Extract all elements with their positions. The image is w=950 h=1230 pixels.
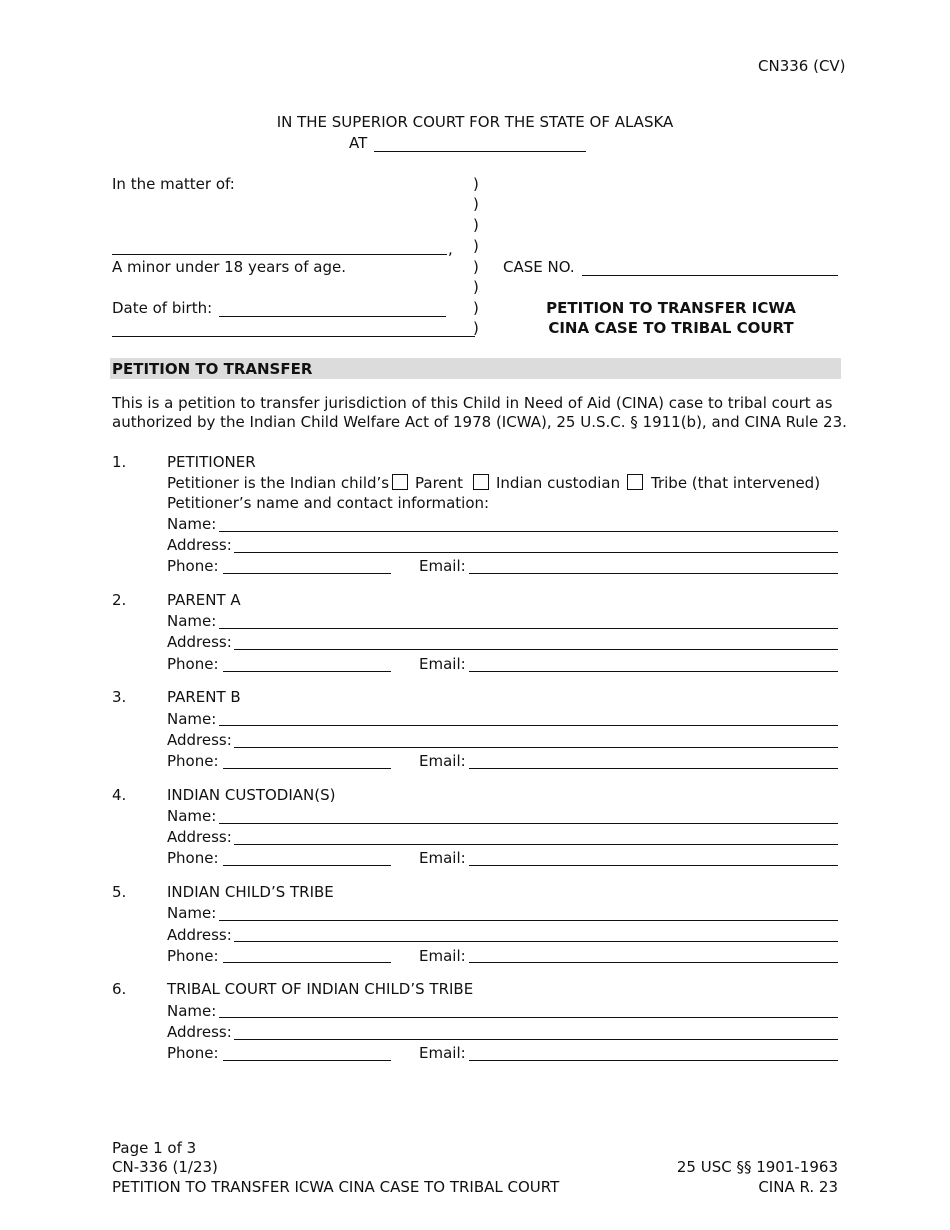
dob-field[interactable] [219, 316, 446, 317]
parent-checkbox[interactable] [392, 474, 408, 490]
email-field[interactable] [469, 865, 838, 866]
caption-paren: ) [473, 258, 479, 276]
indian-custodian-option-label: Indian custodian [496, 474, 621, 492]
name-field[interactable] [219, 531, 838, 532]
phone-label: Phone: [167, 557, 219, 575]
tribe-option-label: Tribe (that intervened) [651, 474, 821, 492]
item-heading: PETITIONER [167, 453, 256, 471]
court-location-field[interactable] [374, 151, 586, 152]
intro-line-1: This is a petition to transfer jurisdiction of this Child in Need of Aid (CINA) case to tribal court as [112, 394, 833, 412]
email-field[interactable] [469, 671, 838, 672]
name-label: Name: [167, 710, 217, 728]
court-title: IN THE SUPERIOR COURT FOR THE STATE OF ALASKA [276, 113, 674, 131]
dob-label: Date of birth: [112, 299, 213, 317]
email-label: Email: [419, 752, 466, 770]
caption-paren: ) [473, 216, 479, 234]
phone-label: Phone: [167, 849, 219, 867]
parent-option-label: Parent [415, 474, 464, 492]
caption-paren: ) [473, 319, 479, 337]
address-label: Address: [167, 1023, 232, 1041]
indian-custodian-checkbox[interactable] [473, 474, 489, 490]
address-label: Address: [167, 731, 232, 749]
footer-form-title: PETITION TO TRANSFER ICWA CINA CASE TO TRIBAL COURT [112, 1178, 560, 1196]
name-label: Name: [167, 612, 217, 630]
name-label: Name: [167, 515, 217, 533]
phone-label: Phone: [167, 752, 219, 770]
email-field[interactable] [469, 1060, 838, 1061]
item-number: 2. [112, 591, 127, 609]
email-label: Email: [419, 947, 466, 965]
phone-label: Phone: [167, 947, 219, 965]
caption-paren: ) [473, 278, 479, 296]
phone-field[interactable] [223, 573, 391, 574]
case-no-field[interactable] [582, 275, 838, 276]
item-number: 6. [112, 980, 127, 998]
tribe-checkbox[interactable] [627, 474, 643, 490]
caption-paren: ) [473, 299, 479, 317]
phone-field[interactable] [223, 671, 391, 672]
address-label: Address: [167, 828, 232, 846]
email-field[interactable] [469, 962, 838, 963]
name-label: Name: [167, 1002, 217, 1020]
caption-paren: ) [473, 195, 479, 213]
item-heading: PARENT A [167, 591, 241, 609]
at-label: AT [349, 134, 368, 152]
name-field[interactable] [219, 1017, 838, 1018]
item-number: 1. [112, 453, 127, 471]
phone-field[interactable] [223, 865, 391, 866]
email-label: Email: [419, 1044, 466, 1062]
phone-field[interactable] [223, 962, 391, 963]
phone-field[interactable] [223, 1060, 391, 1061]
address-field[interactable] [234, 844, 838, 845]
phone-field[interactable] [223, 768, 391, 769]
email-field[interactable] [469, 768, 838, 769]
item-heading: PARENT B [167, 688, 241, 706]
address-field[interactable] [234, 941, 838, 942]
address-field[interactable] [234, 649, 838, 650]
name-field[interactable] [219, 920, 838, 921]
phone-label: Phone: [167, 655, 219, 673]
matter-label: In the matter of: [112, 175, 235, 193]
item-number: 4. [112, 786, 127, 804]
contact-info-label: Petitioner’s name and contact information: [167, 494, 490, 512]
email-label: Email: [419, 557, 466, 575]
minor-label: A minor under 18 years of age. [112, 258, 346, 276]
item-number: 5. [112, 883, 127, 901]
intro-line-2: authorized by the Indian Child Welfare Act of 1978 (ICWA), 25 U.S.C. § 1911(b), and CINA Rule 23. [112, 413, 847, 431]
address-label: Address: [167, 633, 232, 651]
name-label: Name: [167, 807, 217, 825]
name-label: Name: [167, 904, 217, 922]
email-label: Email: [419, 849, 466, 867]
form-id: CN-336 (1/23) [112, 1158, 218, 1176]
comma: , [448, 240, 453, 258]
page-number: Page 1 of 3 [112, 1139, 197, 1157]
petitioner-role-prefix: Petitioner is the Indian child’s [167, 474, 390, 492]
caption-bottom-line [112, 336, 475, 337]
address-field[interactable] [234, 747, 838, 748]
item-heading: TRIBAL COURT OF INDIAN CHILD’S TRIBE [167, 980, 474, 998]
caption-paren: ) [473, 175, 479, 193]
item-number: 3. [112, 688, 127, 706]
caption-paren: ) [473, 237, 479, 255]
name-field[interactable] [219, 628, 838, 629]
name-field[interactable] [219, 725, 838, 726]
email-label: Email: [419, 655, 466, 673]
name-field[interactable] [219, 823, 838, 824]
address-field[interactable] [234, 1039, 838, 1040]
statute-citation: 25 USC §§ 1901-1963 [676, 1158, 838, 1176]
doc-title-line2: CINA CASE TO TRIBAL COURT [548, 319, 794, 337]
minor-name-field[interactable] [112, 254, 447, 255]
email-field[interactable] [469, 573, 838, 574]
item-heading: INDIAN CUSTODIAN(S) [167, 786, 336, 804]
address-label: Address: [167, 926, 232, 944]
address-label: Address: [167, 536, 232, 554]
case-no-label: CASE NO. [503, 258, 575, 276]
item-heading: INDIAN CHILD’S TRIBE [167, 883, 334, 901]
doc-title-line1: PETITION TO TRANSFER ICWA [546, 299, 796, 317]
rule-citation: CINA R. 23 [758, 1178, 838, 1196]
form-code: CN336 (CV) [758, 57, 846, 75]
phone-label: Phone: [167, 1044, 219, 1062]
address-field[interactable] [234, 552, 838, 553]
section-title: PETITION TO TRANSFER [112, 360, 313, 378]
